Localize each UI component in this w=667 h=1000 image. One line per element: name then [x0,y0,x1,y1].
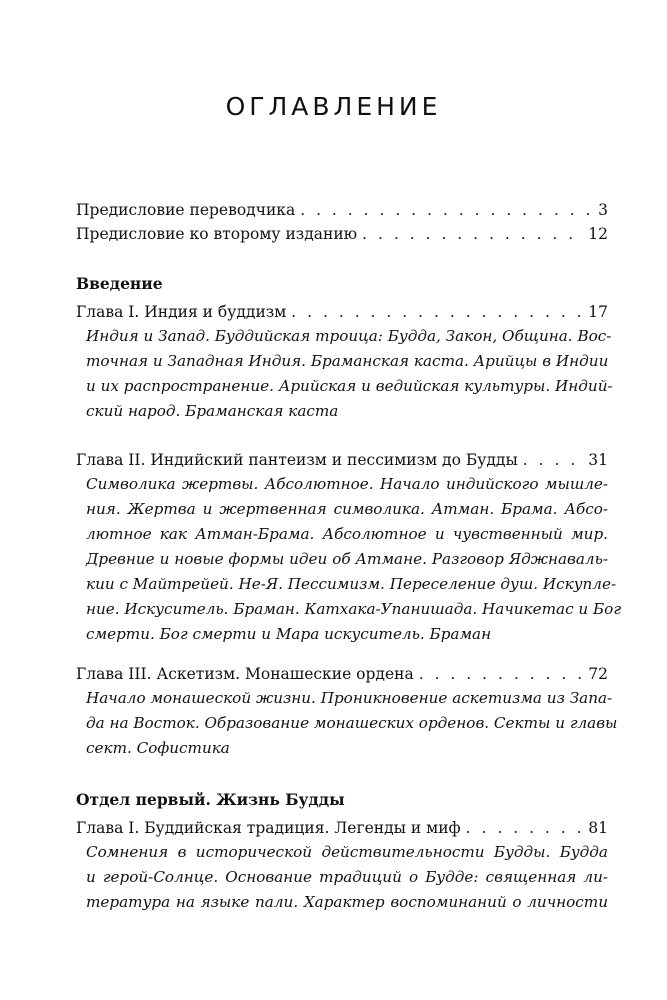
dot-leader [419,662,584,686]
toc-entry-title: Предисловие ко второму изданию [76,225,358,243]
section-heading: Отдел первый. Жизнь Будды [76,790,345,809]
description-line: Древние и новые формы идеи об Атмане. Разговор Яджнаваль- [86,550,608,568]
description-line: кии с Майтрейей. Не-Я. Пессимизм. Переселение душ. Искупле- [86,575,617,593]
description-line: сект. Софистика [86,739,230,757]
chapter-description [86,840,608,915]
description-line: точная и Западная Индия. Браманская каста. Арийцы в Индии [86,352,609,370]
description-line: Индия и Запад. Буддийская троица: Будда, Закон, Община. Вос- [86,327,612,345]
toc-entry-title: Глава II. Индийский пантеизм и пессимизм до Будды [76,451,518,469]
toc-entry-page: 72 [588,665,608,683]
toc-entry-title: Глава III. Аскетизм. Монашеские ордена [76,665,414,683]
description-line: Сомнения в исторической действительности Будды. Будда [86,843,608,861]
dot-leader [362,222,583,246]
description-line: Начало монашеской жизни. Проникновение аскетизма из Запа- [86,689,613,707]
toc-entry-page: 3 [598,201,608,219]
dot-leader [300,198,593,222]
dot-leader [466,816,584,840]
toc-entry [76,300,608,324]
chapter-block [76,448,621,647]
description-line: Символика жертвы. Абсолютное. Начало индийского мышле- [86,475,608,493]
toc-entry-page: 81 [588,819,608,837]
description-line: лютное как Атман-Брама. Абсолютное и чувственный мир. [86,525,608,543]
description-line: смерти. Бог смерти и Мара искуситель. Браман [86,625,492,643]
toc-entry [76,448,608,472]
front-matter [76,198,608,246]
description-line: ния. Жертва и жертвенная символика. Атман. Брама. Абсо- [86,500,608,518]
chapter-block [76,816,608,915]
description-line: и герой-Солнце. Основание традиций о Будде: священная ли- [86,868,608,886]
toc-entry [76,662,608,686]
toc-entry-title: Глава I. Буддийская традиция. Легенды и миф [76,819,461,837]
chapter-description [86,472,621,647]
section-heading: Введение [76,274,163,293]
description-line: ние. Искуситель. Браман. Катхака-Упанишада. Начикетас и Бог [86,600,621,618]
toc-entry [76,816,608,840]
page-title: ОГЛАВЛЕНИЕ [225,92,442,121]
description-line: ский народ. Браманская каста [86,402,339,420]
chapter-block [76,662,618,761]
part-one-section [76,788,608,812]
toc-entry-page: 31 [588,451,608,469]
description-line: да на Восток. Образование монашеских орденов. Секты и главы [86,714,618,732]
toc-entry-title: Предисловие переводчика [76,201,296,219]
intro-section [76,272,608,296]
chapter-description [86,324,613,424]
description-line: тература на языке пали. Характер воспоминаний о личности [86,893,608,911]
toc-entry-page: 17 [588,303,608,321]
dot-leader [523,448,583,472]
toc-entry-title: Глава I. Индия и буддизм [76,303,287,321]
toc-entry [76,198,608,222]
chapter-description [86,686,618,761]
description-line: и их распространение. Арийская и ведийская культуры. Индий- [86,377,613,395]
toc-entry-page: 12 [588,225,608,243]
toc-entry [76,222,608,246]
dot-leader [291,300,583,324]
chapter-block [76,300,613,424]
